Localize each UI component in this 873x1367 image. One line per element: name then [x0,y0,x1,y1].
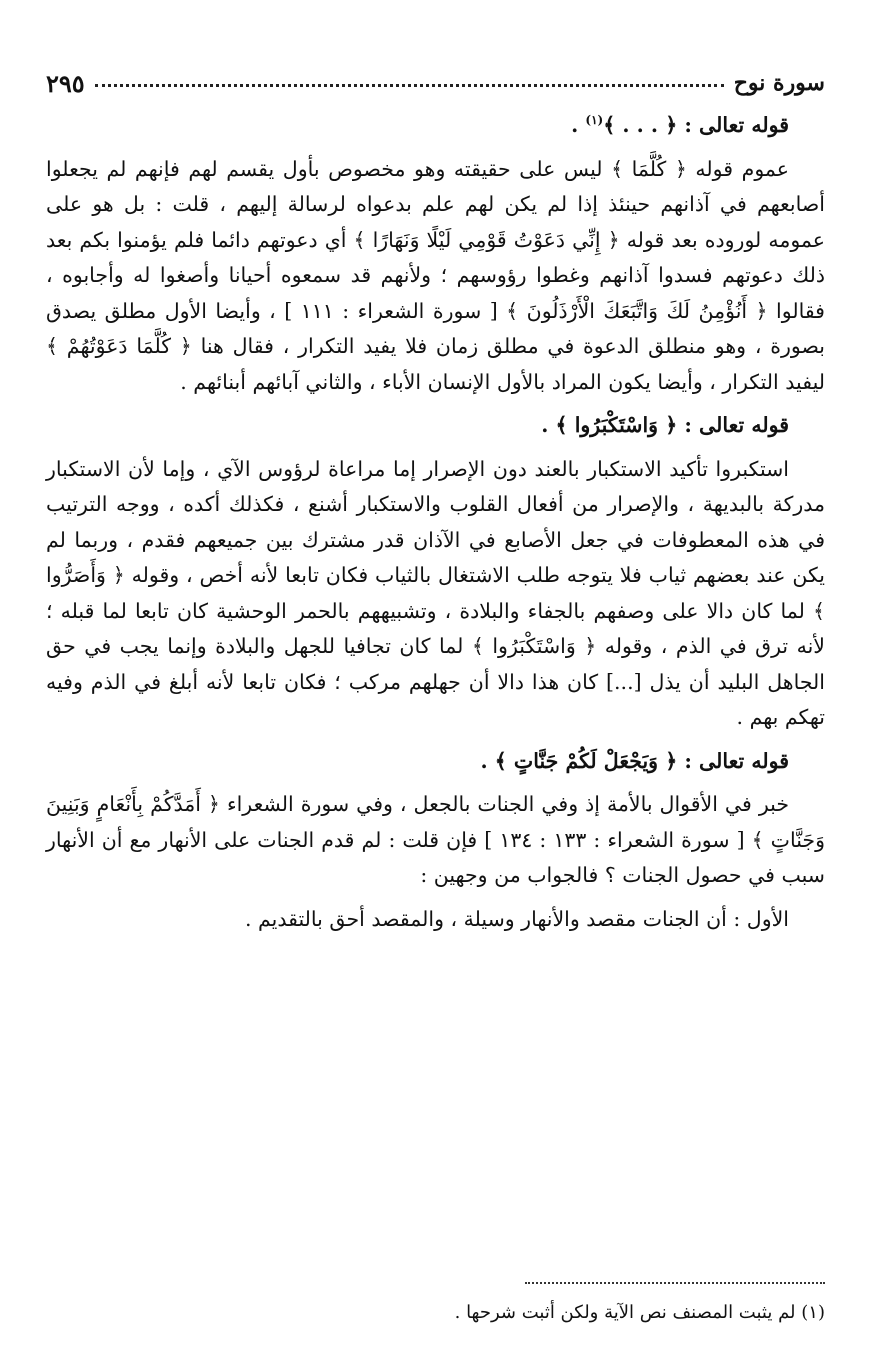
verse-heading-1-text: قوله تعالى : ﴿ . . . ﴾ [603,113,789,137]
verse-heading-1-end: . [571,113,586,137]
commentary-paragraph-2: استكبروا تأكيد الاستكبار بالعند دون الإصرار إما مراعاة لرؤوس الآي ، وإما لأن الاستكبار مدركة بالبديهة ، والإصرار من أفعال القلوب والاستكبار أشنع ، فكذلك أكده ، ووجه الترتيب في هذه المعطوفات في جعل الأصابع في الآذان قدر مشترك بين جميعهم فقدم ، وربما لم يكن عند بعضهم ثياب فلا يتوجه طلب الاشتغال بالثياب فكان تابعا لأنه أخص ، وقوله ﴿ وَأَصَرُّوا ﴾ لما كان دالا على وصفهم بالجفاء والبلادة ، وتشبيههم بالحمر الوحشية كان تابعا لما قبله ؛ لأنه ترق في الذم ، وقوله ﴿ وَاسْتَكْبَرُوا ﴾ لما كان تجافيا للجهل والبلادة وإنما يجب في حق الجاهل البليد أن يذل [...] كان هذا دالا أن جهلهم مركب ؛ فكان تابعا لأنه أبلغ في الذم وفيه تهكم بهم . [46,456,825,729]
main-text [46,108,825,937]
footnote-divider [525,1282,825,1284]
commentary-paragraph-1: عموم قوله ﴿ كُلَّمَا ﴾ ليس على حقيقته وهو مخصوص بأول يقسم لهم فإنهم لم يجعلوا أصابعهم في آذانهم حينئذ إذا لم يكن لهم علم بدعواه لرسالة إليهم ، قلت : بل هو على عمومه لوروده بعد قوله ﴿ إِنِّي دَعَوْتُ قَوْمِي لَيْلًا وَنَهَارًا ﴾ أي دعوتهم دائما فلم يؤمنوا بكم بعد ذلك دعوتهم فسدوا آذانهم وغطوا رؤوسهم ؛ ولأنهم قد سمعوه أحيانا وأصغوا له وأجابوه ، فقالوا ﴿ أَنُؤْمِنُ لَكَ وَاتَّبَعَكَ الْأَرْذَلُونَ ﴾ [ سورة الشعراء : ١١١ ] ، وأيضا الأول مطلق يصدق بصورة ، وهو منطلق الدعوة في مطلق زمان فلا يفيد التكرار ، فقال هنا ﴿ كُلَّمَا دَعَوْتُهُمْ ﴾ليفيد التكرار ، وأيضا يكون المراد بالأول الإنسان الأباء ، والثاني آبائهم أبنائهم . [46,156,825,394]
header-dotted-rule [95,84,724,87]
surah-title: سورة نوح [733,70,825,96]
page-number: ٢٩٥ [46,68,85,98]
running-header [46,66,825,100]
verse-heading-3: قوله تعالى : ﴿ وَيَجْعَلْ لَكُمْ جَنَّاتٍ ﴾ . [480,748,789,773]
commentary-paragraph-3: خبر في الأقوال بالأمة إذ وفي الجنات بالجعل ، وفي سورة الشعراء ﴿ أَمَدَّكُمْ بِأَنْعَامٍ وَبَنِينَ وَجَنَّاتٍ ﴾ [ سورة الشعراء : ١٣٣ : ١٣٤ ] فإن قلت : لم قدم الجنات على الأنهار مع أن الأنهار سبب في حصول الجنات ؟ فالجواب من وجهين : [46,792,825,887]
footnote-reference: (١) [585,113,604,128]
footnotes-section [46,1282,825,1323]
answer-point-1: الأول : أن الجنات مقصد والأنهار وسيلة ، والمقصد أحق بالتقديم . [244,906,789,931]
footnote-1: (١) لم يثبت المصنف نص الآية ولكن أثبت شرحها . [454,1302,825,1323]
verse-heading-1 [46,108,825,144]
verse-heading-2: قوله تعالى : ﴿ وَاسْتَكْبَرُوا ﴾ . [541,413,789,437]
